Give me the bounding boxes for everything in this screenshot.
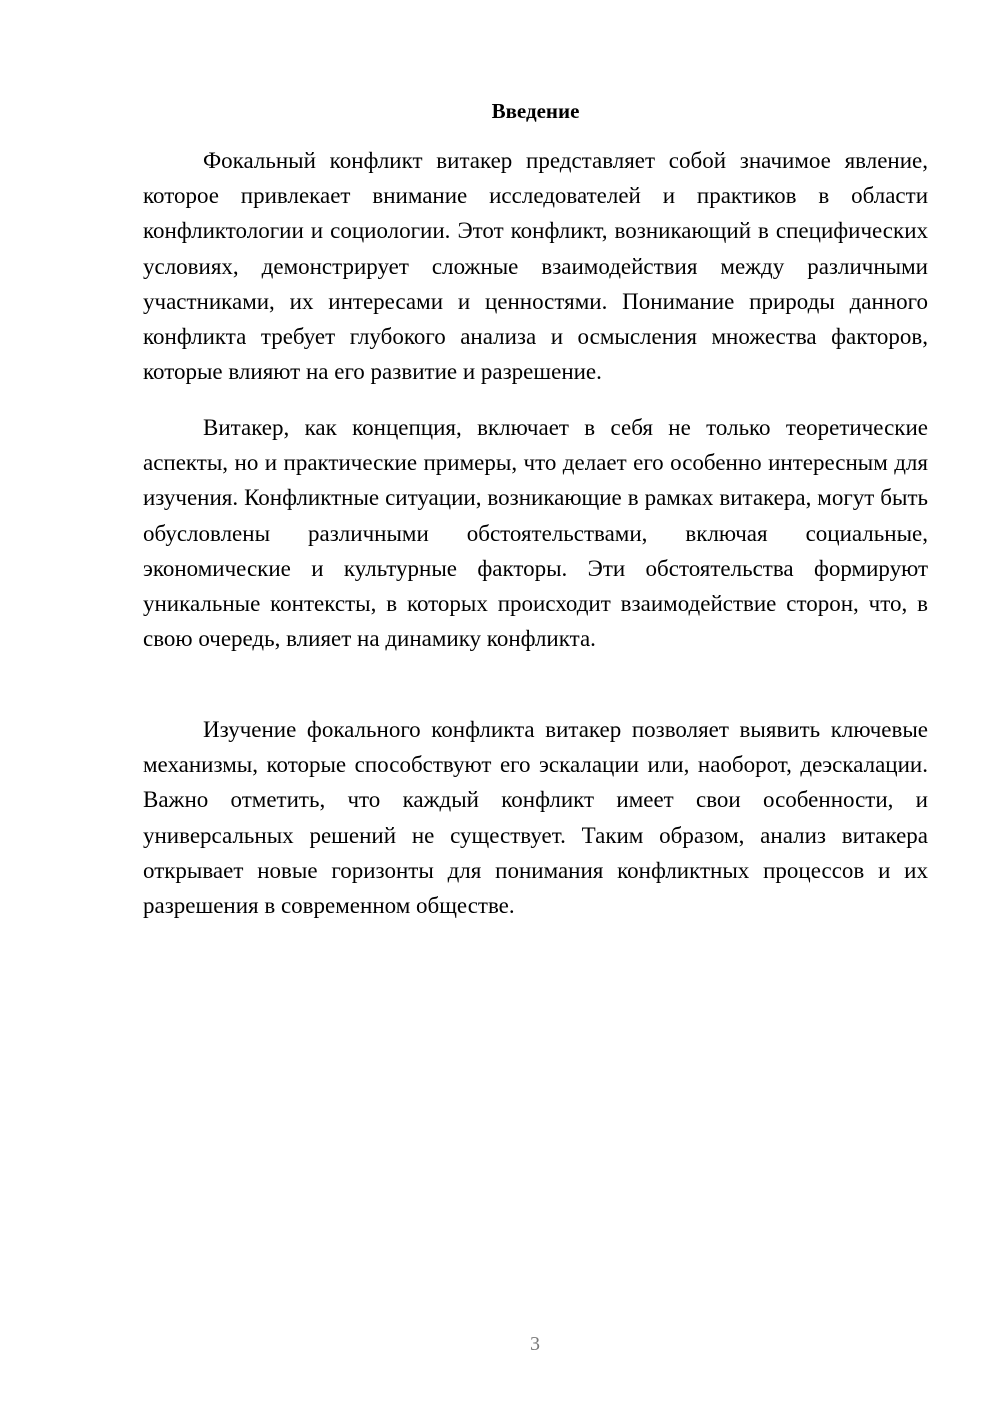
page-number: 3 — [530, 1333, 540, 1355]
paragraph-1: Фокальный конфликт витакер представляет собой значимое явление, которое привлекает внимание исследователей и практиков в области конфликтологии и социологии. Этот конфликт, возникающий в специфических условиях, демонстрирует сложные взаимодействия между различными участниками, их интересами и ценностями. Понимание природы данного конфликта требует глубокого анализа и осмысления множества факторов, которые влияют на его развитие и разрешение. — [143, 148, 928, 385]
section-heading: Введение — [491, 99, 580, 123]
paragraph-2: Витакер, как концепция, включает в себя не только теоретические аспекты, но и практические примеры, что делает его особенно интересным для изучения. Конфликтные ситуации, возникающие в рамках витакера, могут быть обусловлены различными обстоятельствами, включая социальные, экономические и культурные факторы. Эти обстоятельства формируют уникальные контексты, в которых происходит взаимодействие сторон, что, в свою очередь, влияет на динамику конфликта. — [143, 415, 928, 652]
paragraph-3: Изучение фокального конфликта витакер позволяет выявить ключевые механизмы, которые способствуют его эскалации или, наоборот, деэскалации. Важно отметить, что каждый конфликт имеет свои особенности, и универсальных решений не существует. Таким образом, анализ витакера открывает новые горизонты для понимания конфликтных процессов и их разрешения в современном обществе. — [143, 717, 928, 919]
paragraph-2-block — [143, 410, 928, 656]
paragraph-1-block — [143, 143, 928, 389]
paragraph-3-block — [143, 712, 928, 923]
